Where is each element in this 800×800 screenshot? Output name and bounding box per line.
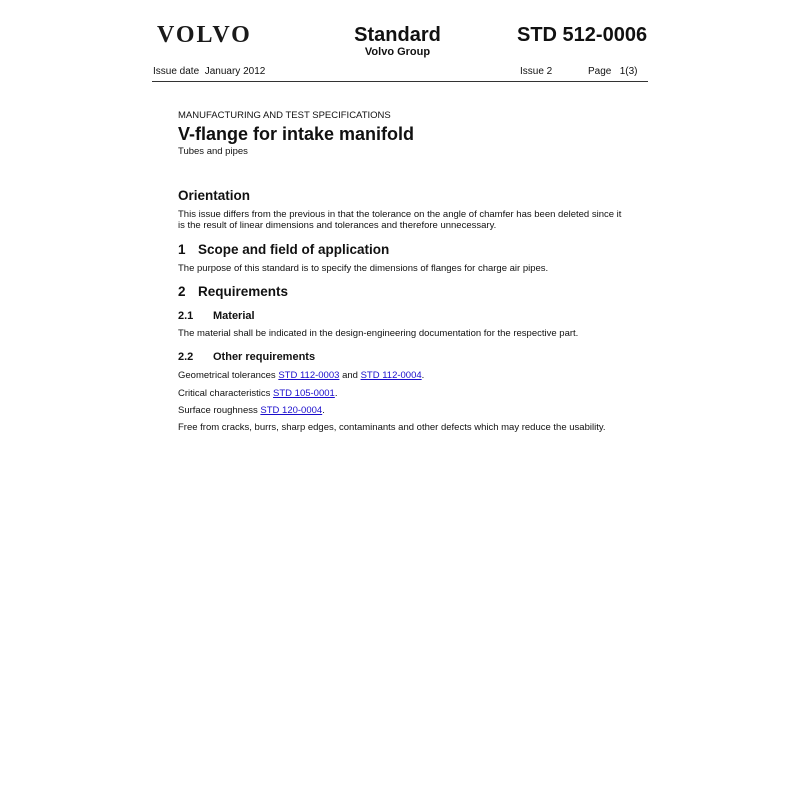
geometrical-tolerances-line: Geometrical tolerances STD 112-0003 and STD 112-0004. [178,370,425,381]
page-label: Page [588,66,612,77]
document-category: MANUFACTURING AND TEST SPECIFICATIONS [178,110,391,121]
volvo-logo: VOLVO [157,22,252,48]
std-105-0001-link[interactable]: STD 105-0001 [273,388,335,399]
section-2-1-heading [178,310,255,322]
orientation-heading: Orientation [178,188,251,203]
surface-roughness-line: Surface roughness STD 120-0004. [178,405,325,416]
standard-number: STD 512-0006 [517,24,648,46]
section-2-2-title: Other requirements [213,351,316,363]
orientation-text-line2: is the result of linear dimensions and tolerances and therefore unnecessary. [178,220,497,231]
critical-characteristics-line: Critical characteristics STD 105-0001. [178,388,338,399]
page-value: 1(3) [619,66,638,77]
page-indicator [588,66,638,77]
geometrical-tolerances-label: Geometrical tolerances [178,370,276,381]
header-divider [152,81,648,82]
document-subtitle: Tubes and pipes [178,146,248,157]
organization-name: Volvo Group [364,46,431,58]
doc-type-title: Standard [354,24,441,46]
issue-date-value: January 2012 [204,66,266,77]
section-2-title: Requirements [198,284,289,299]
section-2-2-heading [178,351,315,363]
and-text: and [342,370,358,381]
section-2-2-number: 2.2 [178,351,194,363]
free-from-defects-text: Free from cracks, burrs, sharp edges, contaminants and other defects which may reduce the usability. [178,422,606,433]
section-1-number: 1 [178,242,186,257]
document-title: V-flange for intake manifold [178,124,415,144]
section-2-1-title: Material [213,310,255,322]
section-2-1-number: 2.1 [178,310,194,322]
issue-number: Issue 2 [520,66,553,77]
section-1-title: Scope and field of application [198,242,390,257]
section-1-text: The purpose of this standard is to specify the dimensions of flanges for charge air pipes. [178,263,549,274]
section-2-1-text: The material shall be indicated in the design-engineering documentation for the respective part. [178,328,579,339]
std-112-0004-link[interactable]: STD 112-0004 [360,370,422,381]
std-120-0004-link[interactable]: STD 120-0004 [260,405,323,416]
issue-date [153,66,265,77]
section-1-heading [178,242,389,257]
orientation-text-line1: This issue differs from the previous in that the tolerance on the angle of chamfer has been deleted since it [178,209,622,220]
section-2-number: 2 [178,284,186,299]
critical-characteristics-label: Critical characteristics [178,388,271,399]
section-2-heading [178,284,288,299]
std-112-0003-link[interactable]: STD 112-0003 [278,370,340,381]
surface-roughness-label: Surface roughness [178,405,258,416]
issue-date-label: Issue date [153,66,200,77]
